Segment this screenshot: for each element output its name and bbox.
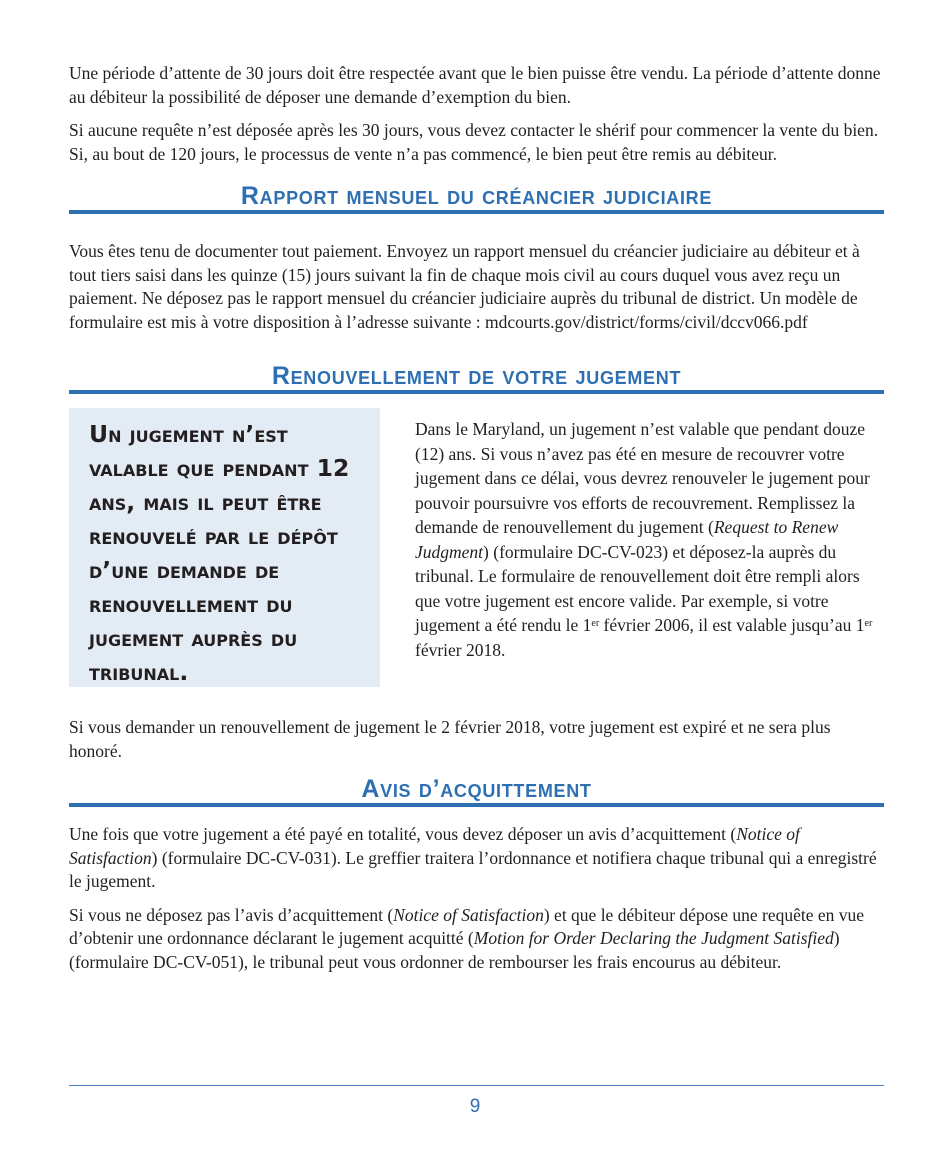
renouvellement-paragraph: Dans le Maryland, un jugement n’est valable que pendant douze (12) ans. Si vous n’avez pas été en mesure de recouvrer votre jugement dans ce délai, vous devrez renouveler le jugement pour pouvoir poursuivre vos efforts de recouvrement. Remplissez la demande de renouvellement du jugement (Request to Renew Judgment) (formulaire DC-CV-023) et déposez-la auprès du tribunal. Le formulaire de renouvellement doit être rempli alors que votre jugement est encore valide. Par exemple, si votre jugement a été rendu le 1er février 2006, il est valable jusqu’au 1er février 2018. xyxy=(415,419,873,660)
intro-paragraph-2: Si aucune requête n’est déposée après les 30 jours, vous devez contacter le shérif pour commencer la vente du bien. Si, au bout de 120 jours, le processus de vente n’a pas commencé, le bien peut être remis au débiteur. xyxy=(69,120,879,164)
callout-box: Un jugement n’est valable que pendant 12 ans, mais il peut être renouvelé par le dépôt d’une demande de renouvellement du jugement auprès du tribunal. xyxy=(69,408,380,687)
renouvellement-after-paragraph: Si vous demander un renouvellement de jugement le 2 février 2018, votre jugement est expiré et ne sera plus honoré. xyxy=(69,717,831,761)
renouvellement-column xyxy=(415,408,884,662)
section-heading-renouvellement: Renouvellement de votre jugement xyxy=(69,363,884,394)
renouvellement-row xyxy=(69,408,884,687)
rapport-paragraph: Vous êtes tenu de documenter tout paiement. Envoyez un rapport mensuel du créancier judiciaire au débiteur et à tout tiers saisi dans les quinze (15) jours suivant la fin de chaque mois civil au cours duquel vous avez reçu un paiement. Ne déposez pas le rapport mensuel du créancier judiciaire auprès du tribunal de district. Un modèle de formulaire est mis à votre disposition à l’adresse suivante : mdcourts.gov/district/forms/civil/dccv066.pdf xyxy=(69,241,860,332)
page-content xyxy=(69,62,884,974)
page-number: 9 xyxy=(469,1096,481,1117)
section-heading-rapport: Rapport mensuel du créancier judiciaire xyxy=(69,183,884,214)
avis-paragraph-2: Si vous ne déposez pas l’avis d’acquittement (Notice of Satisfaction) et que le débiteur dépose une requête en vue d’obtenir une ordonnance déclarant le jugement acquitté (Motion for Order Declaring the Judgment Satisfied) (formulaire DC-CV-051), le tribunal peut vous ordonner de rembourser les frais encourus au débiteur. xyxy=(69,904,865,972)
request-to-renew-title: Request to Renew Judgment xyxy=(415,517,839,562)
footer-divider xyxy=(69,1085,884,1086)
section-heading-avis: Avis d’acquittement xyxy=(69,776,884,807)
notice-of-satisfaction-title: Notice of Satisfaction xyxy=(69,824,800,868)
avis-paragraph-1: Une fois que votre jugement a été payé en totalité, vous devez déposer un avis d’acquittement (Notice of Satisfaction) (formulaire DC-CV-031). Le greffier traitera l’ordonnance et notifiera chaque tribunal qui a enregistré le jugement. xyxy=(69,824,877,891)
notice-of-satisfaction-title: Notice of Satisfaction xyxy=(393,904,544,925)
intro-paragraph-1: Une période d’attente de 30 jours doit être respectée avant que le bien puisse être vendu. La période d’attente donne au débiteur la possibilité de déposer une demande d’exemption du bien. xyxy=(69,63,881,107)
motion-for-order-title: Motion for Order Declaring the Judgment Satisfied xyxy=(473,928,834,948)
